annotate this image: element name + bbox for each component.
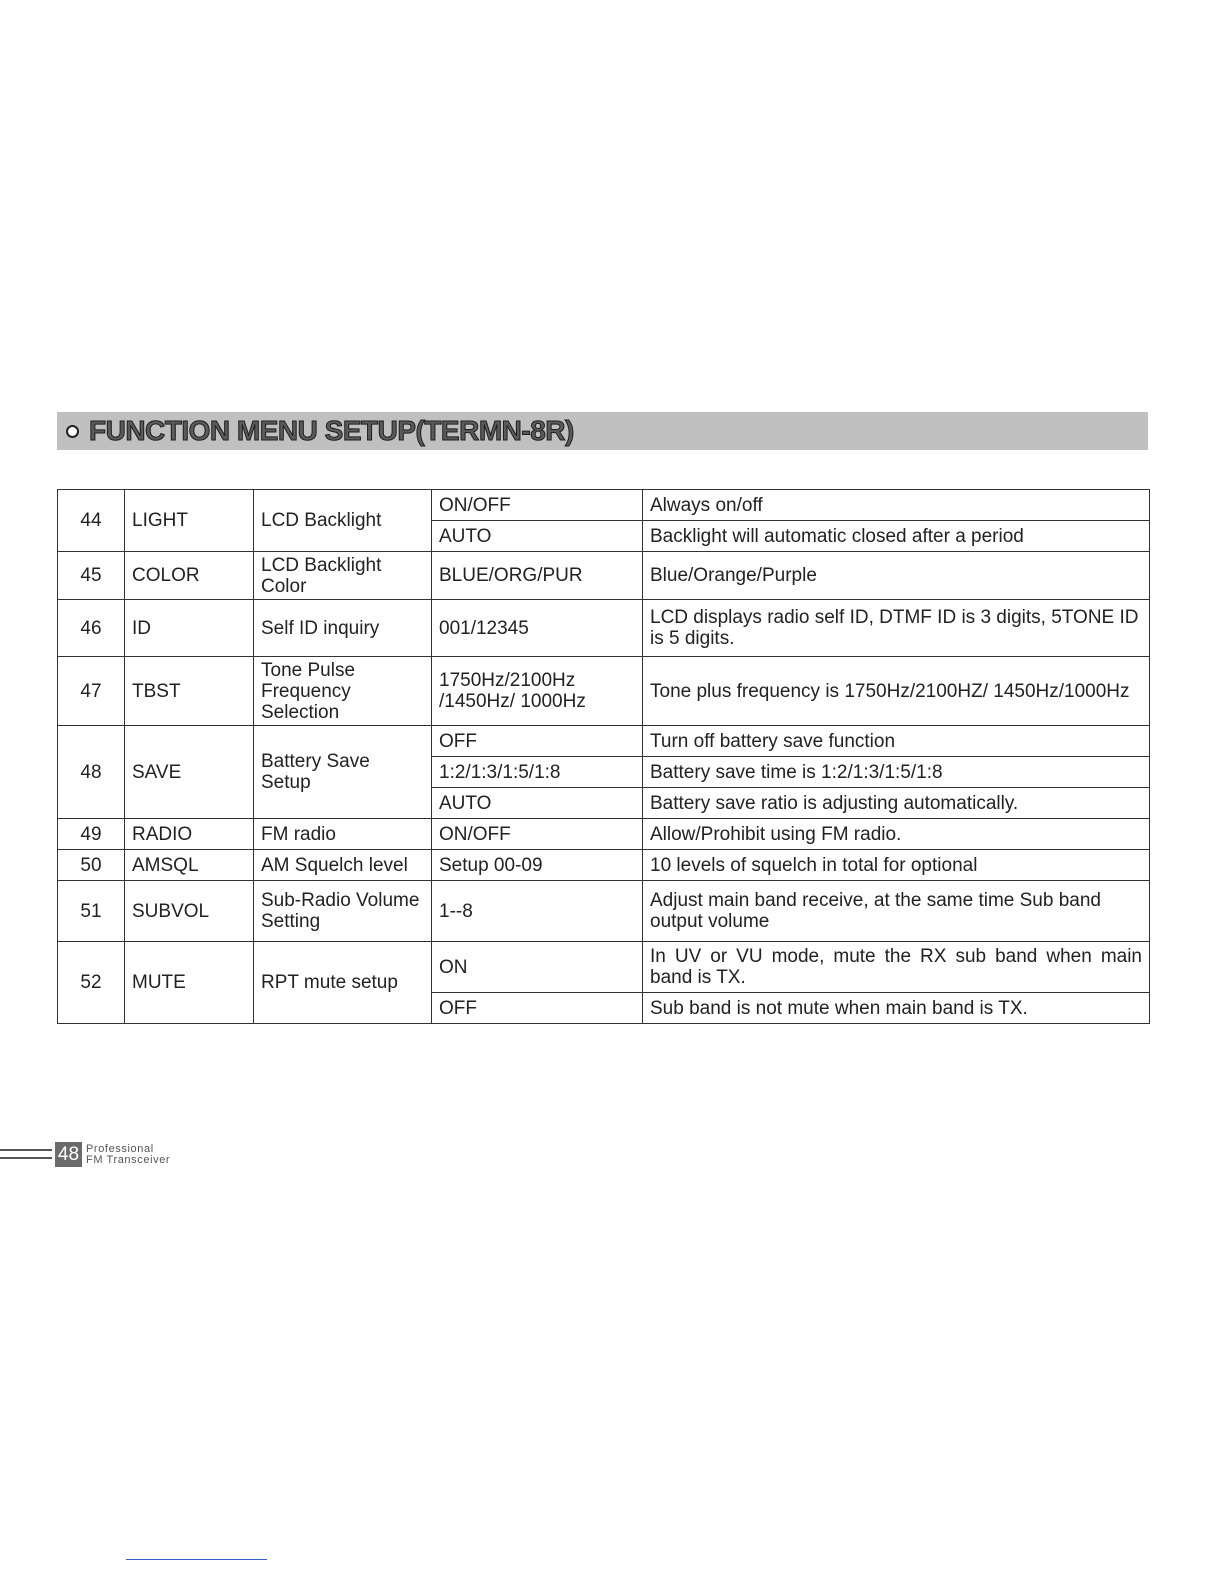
item-function: Tone Pulse Frequency Selection <box>254 657 432 726</box>
item-name: ID <box>125 600 254 657</box>
item-number: 52 <box>58 942 125 1024</box>
item-description: Allow/Prohibit using FM radio. <box>643 819 1150 850</box>
table-row <box>58 490 1150 521</box>
item-number: 46 <box>58 600 125 657</box>
item-option: ON/OFF <box>432 490 643 521</box>
item-function: Self ID inquiry <box>254 600 432 657</box>
item-description: Adjust main band receive, at the same time Sub band output volume <box>643 881 1150 942</box>
item-option: Setup 00-09 <box>432 850 643 881</box>
table-row <box>58 657 1150 726</box>
item-function: LCD Backlight Color <box>254 552 432 600</box>
item-option: AUTO <box>432 788 643 819</box>
item-name: RADIO <box>125 819 254 850</box>
item-option: ON/OFF <box>432 819 643 850</box>
footer-rule <box>0 1157 52 1159</box>
item-function: FM radio <box>254 819 432 850</box>
item-number: 47 <box>58 657 125 726</box>
item-name: SAVE <box>125 726 254 819</box>
item-function: Battery Save Setup <box>254 726 432 819</box>
item-option: BLUE/ORG/PUR <box>432 552 643 600</box>
item-option: AUTO <box>432 521 643 552</box>
item-option: OFF <box>432 726 643 757</box>
item-option: 1:2/1:3/1:5/1:8 <box>432 757 643 788</box>
item-number: 50 <box>58 850 125 881</box>
table-row <box>58 552 1150 600</box>
page-number: 48 <box>55 1142 82 1167</box>
item-name: AMSQL <box>125 850 254 881</box>
item-number: 51 <box>58 881 125 942</box>
item-description: Sub band is not mute when main band is TX. <box>643 993 1150 1024</box>
item-function: Sub-Radio Volume Setting <box>254 881 432 942</box>
item-name: LIGHT <box>125 490 254 552</box>
section-header <box>57 412 1148 450</box>
item-function: RPT mute setup <box>254 942 432 1024</box>
item-option: OFF <box>432 993 643 1024</box>
table-row <box>58 881 1150 942</box>
item-description: Battery save time is 1:2/1:3/1:5/1:8 <box>643 757 1150 788</box>
footer-caption-line: Professional <box>86 1143 154 1155</box>
item-number: 44 <box>58 490 125 552</box>
item-description: Turn off battery save function <box>643 726 1150 757</box>
item-function: LCD Backlight <box>254 490 432 552</box>
bottom-rule <box>126 1559 267 1560</box>
table-row <box>58 942 1150 993</box>
item-option: 1750Hz/2100Hz /1450Hz/ 1000Hz <box>432 657 643 726</box>
item-description: Blue/Orange/Purple <box>643 552 1150 600</box>
item-description: 10 levels of squelch in total for optional <box>643 850 1150 881</box>
item-name: TBST <box>125 657 254 726</box>
item-option: ON <box>432 942 643 993</box>
table-row <box>58 819 1150 850</box>
item-description: Always on/off <box>643 490 1150 521</box>
table-row <box>58 600 1150 657</box>
section-title: FUNCTION MENU SETUP(TERMN-8R) <box>89 415 574 446</box>
item-description: In UV or VU mode, mute the RX sub band when main band is TX. <box>643 942 1150 993</box>
item-name: COLOR <box>125 552 254 600</box>
item-description: Backlight will automatic closed after a period <box>643 521 1150 552</box>
footer-rule <box>0 1149 52 1151</box>
circle-bullet-icon <box>66 425 79 438</box>
item-number: 45 <box>58 552 125 600</box>
item-name: MUTE <box>125 942 254 1024</box>
item-option: 001/12345 <box>432 600 643 657</box>
item-description: LCD displays radio self ID, DTMF ID is 3 digits, 5TONE ID is 5 digits. <box>643 600 1150 657</box>
item-option: 1--8 <box>432 881 643 942</box>
footer-caption <box>86 1144 170 1166</box>
table-row <box>58 850 1150 881</box>
item-name: SUBVOL <box>125 881 254 942</box>
footer-caption-line: FM Transceiver <box>86 1154 171 1166</box>
page-footer <box>0 1142 260 1168</box>
item-description: Tone plus frequency is 1750Hz/2100HZ/ 1450Hz/1000Hz <box>643 657 1150 726</box>
item-description: Battery save ratio is adjusting automatically. <box>643 788 1150 819</box>
function-menu-table <box>57 489 1150 1024</box>
table-row <box>58 726 1150 757</box>
item-function: AM Squelch level <box>254 850 432 881</box>
item-number: 49 <box>58 819 125 850</box>
item-number: 48 <box>58 726 125 819</box>
